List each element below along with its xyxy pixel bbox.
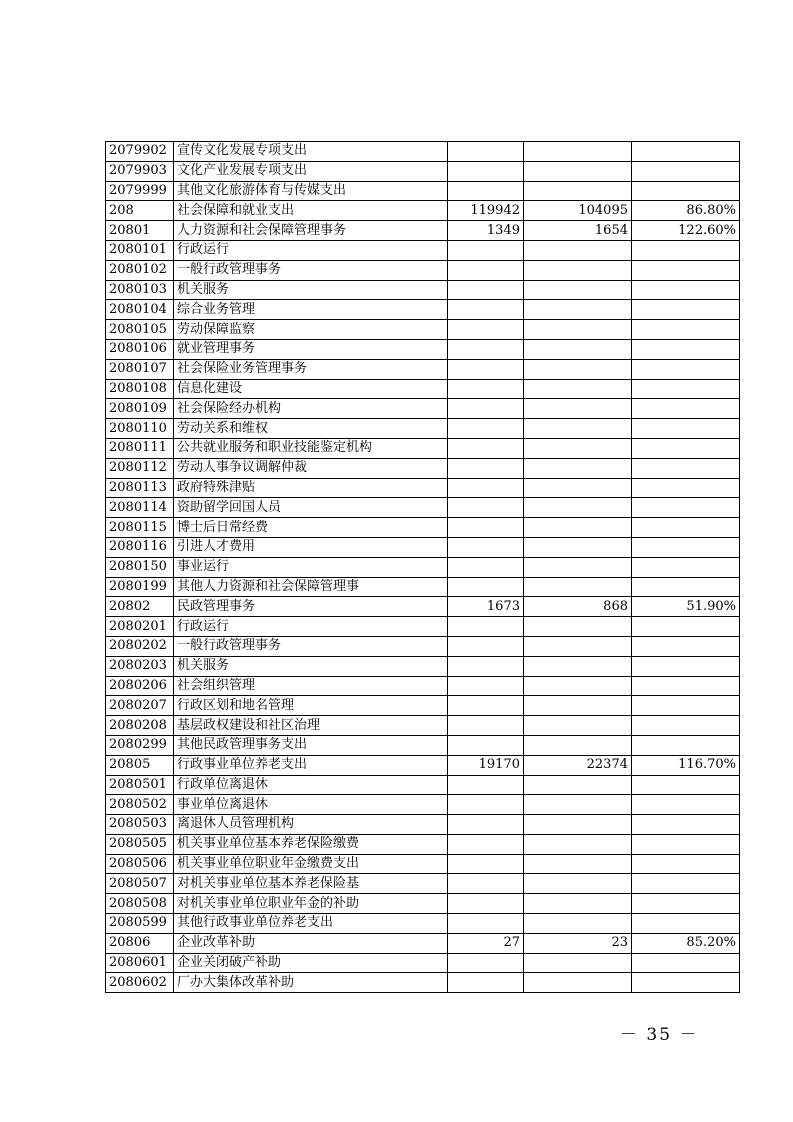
percent-column-cell bbox=[632, 260, 740, 280]
budget-code-cell: 2080114 bbox=[106, 498, 174, 518]
budget-code-cell: 2080112 bbox=[106, 458, 174, 478]
table-row bbox=[106, 953, 740, 973]
percent-column-cell bbox=[632, 953, 740, 973]
table-row bbox=[106, 636, 740, 656]
value-column-1-cell: 19170 bbox=[448, 755, 524, 775]
table-row bbox=[106, 537, 740, 557]
value-column-2-cell bbox=[524, 399, 632, 419]
percent-column-cell bbox=[632, 716, 740, 736]
budget-code-cell: 2080113 bbox=[106, 478, 174, 498]
value-column-2-cell: 104095 bbox=[524, 201, 632, 221]
budget-table bbox=[105, 141, 740, 993]
percent-column-cell bbox=[632, 498, 740, 518]
value-column-2-cell bbox=[524, 973, 632, 993]
budget-code-cell: 2079999 bbox=[106, 181, 174, 201]
percent-column-cell bbox=[632, 973, 740, 993]
value-column-1-cell bbox=[448, 656, 524, 676]
budget-code-cell: 2080150 bbox=[106, 557, 174, 577]
item-name-cell: 机关服务 bbox=[174, 280, 448, 300]
table-row bbox=[106, 914, 740, 934]
value-column-2-cell bbox=[524, 379, 632, 399]
value-column-2-cell bbox=[524, 854, 632, 874]
value-column-2-cell bbox=[524, 775, 632, 795]
value-column-1-cell bbox=[448, 914, 524, 934]
value-column-2-cell bbox=[524, 260, 632, 280]
budget-code-cell: 2080502 bbox=[106, 795, 174, 815]
value-column-2-cell bbox=[524, 636, 632, 656]
value-column-2-cell bbox=[524, 557, 632, 577]
item-name-cell: 行政事业单位养老支出 bbox=[174, 755, 448, 775]
budget-code-cell: 20806 bbox=[106, 933, 174, 953]
value-column-1-cell bbox=[448, 696, 524, 716]
value-column-1-cell bbox=[448, 320, 524, 340]
item-name-cell: 机关事业单位基本养老保险缴费 bbox=[174, 834, 448, 854]
budget-code-cell: 2080103 bbox=[106, 280, 174, 300]
item-name-cell: 对机关事业单位基本养老保险基 bbox=[174, 874, 448, 894]
budget-code-cell: 2080201 bbox=[106, 617, 174, 637]
item-name-cell: 一般行政管理事务 bbox=[174, 260, 448, 280]
percent-column-cell bbox=[632, 834, 740, 854]
value-column-2-cell bbox=[524, 181, 632, 201]
value-column-1-cell bbox=[448, 795, 524, 815]
item-name-cell: 劳动关系和维权 bbox=[174, 419, 448, 439]
item-name-cell: 文化产业发展专项支出 bbox=[174, 161, 448, 181]
table-row bbox=[106, 815, 740, 835]
table-row bbox=[106, 775, 740, 795]
budget-code-cell: 2080505 bbox=[106, 834, 174, 854]
budget-code-cell: 2080506 bbox=[106, 854, 174, 874]
table-row bbox=[106, 419, 740, 439]
budget-code-cell: 2079903 bbox=[106, 161, 174, 181]
item-name-cell: 一般行政管理事务 bbox=[174, 636, 448, 656]
item-name-cell: 政府特殊津贴 bbox=[174, 478, 448, 498]
item-name-cell: 离退休人员管理机构 bbox=[174, 815, 448, 835]
percent-column-cell bbox=[632, 656, 740, 676]
percent-column-cell bbox=[632, 419, 740, 439]
item-name-cell: 社会保险经办机构 bbox=[174, 399, 448, 419]
table-row bbox=[106, 557, 740, 577]
value-column-1-cell bbox=[448, 359, 524, 379]
value-column-2-cell bbox=[524, 735, 632, 755]
budget-table-body bbox=[106, 142, 740, 993]
budget-code-cell: 2080102 bbox=[106, 260, 174, 280]
table-row bbox=[106, 735, 740, 755]
item-name-cell: 企业改革补助 bbox=[174, 933, 448, 953]
percent-column-cell bbox=[632, 676, 740, 696]
value-column-1-cell bbox=[448, 953, 524, 973]
budget-code-cell: 208 bbox=[106, 201, 174, 221]
value-column-2-cell bbox=[524, 716, 632, 736]
value-column-2-cell bbox=[524, 518, 632, 538]
value-column-2-cell bbox=[524, 914, 632, 934]
value-column-2-cell bbox=[524, 339, 632, 359]
percent-column-cell bbox=[632, 914, 740, 934]
item-name-cell: 公共就业服务和职业技能鉴定机构 bbox=[174, 438, 448, 458]
budget-code-cell: 2080202 bbox=[106, 636, 174, 656]
budget-code-cell: 2080106 bbox=[106, 339, 174, 359]
table-row bbox=[106, 874, 740, 894]
percent-column-cell bbox=[632, 815, 740, 835]
value-column-2-cell: 22374 bbox=[524, 755, 632, 775]
item-name-cell: 行政单位离退休 bbox=[174, 775, 448, 795]
table-row bbox=[106, 320, 740, 340]
table-row bbox=[106, 379, 740, 399]
value-column-2-cell bbox=[524, 696, 632, 716]
percent-column-cell bbox=[632, 518, 740, 538]
budget-code-cell: 2080110 bbox=[106, 419, 174, 439]
table-row bbox=[106, 339, 740, 359]
percent-column-cell bbox=[632, 240, 740, 260]
value-column-2-cell: 1654 bbox=[524, 221, 632, 241]
item-name-cell: 行政运行 bbox=[174, 617, 448, 637]
percent-column-cell bbox=[632, 339, 740, 359]
budget-code-cell: 2080207 bbox=[106, 696, 174, 716]
table-row bbox=[106, 933, 740, 953]
budget-code-cell: 2080501 bbox=[106, 775, 174, 795]
value-column-1-cell bbox=[448, 557, 524, 577]
table-row bbox=[106, 181, 740, 201]
budget-code-cell: 2080206 bbox=[106, 676, 174, 696]
table-row bbox=[106, 300, 740, 320]
budget-code-cell: 20802 bbox=[106, 597, 174, 617]
table-row bbox=[106, 597, 740, 617]
budget-code-cell: 2080503 bbox=[106, 815, 174, 835]
item-name-cell: 社会保障和就业支出 bbox=[174, 201, 448, 221]
budget-code-cell: 20801 bbox=[106, 221, 174, 241]
percent-column-cell bbox=[632, 181, 740, 201]
value-column-1-cell bbox=[448, 716, 524, 736]
item-name-cell: 其他人力资源和社会保障管理事 bbox=[174, 577, 448, 597]
table-row bbox=[106, 240, 740, 260]
item-name-cell: 其他民政管理事务支出 bbox=[174, 735, 448, 755]
value-column-2-cell bbox=[524, 359, 632, 379]
percent-column-cell bbox=[632, 399, 740, 419]
budget-code-cell: 20805 bbox=[106, 755, 174, 775]
item-name-cell: 机关服务 bbox=[174, 656, 448, 676]
value-column-1-cell: 1673 bbox=[448, 597, 524, 617]
budget-code-cell: 2080602 bbox=[106, 973, 174, 993]
table-row bbox=[106, 498, 740, 518]
value-column-1-cell bbox=[448, 874, 524, 894]
value-column-1-cell bbox=[448, 617, 524, 637]
value-column-1-cell bbox=[448, 973, 524, 993]
value-column-1-cell: 27 bbox=[448, 933, 524, 953]
table-row bbox=[106, 795, 740, 815]
table-row bbox=[106, 478, 740, 498]
value-column-2-cell bbox=[524, 676, 632, 696]
value-column-1-cell bbox=[448, 518, 524, 538]
value-column-1-cell bbox=[448, 399, 524, 419]
percent-column-cell bbox=[632, 280, 740, 300]
value-column-2-cell bbox=[524, 478, 632, 498]
value-column-1-cell bbox=[448, 537, 524, 557]
item-name-cell: 事业单位离退休 bbox=[174, 795, 448, 815]
value-column-1-cell bbox=[448, 300, 524, 320]
value-column-2-cell bbox=[524, 320, 632, 340]
value-column-1-cell bbox=[448, 636, 524, 656]
percent-column-cell bbox=[632, 795, 740, 815]
percent-column-cell bbox=[632, 577, 740, 597]
value-column-1-cell bbox=[448, 240, 524, 260]
value-column-2-cell bbox=[524, 874, 632, 894]
budget-code-cell: 2080601 bbox=[106, 953, 174, 973]
value-column-1-cell: 1349 bbox=[448, 221, 524, 241]
item-name-cell: 就业管理事务 bbox=[174, 339, 448, 359]
value-column-1-cell bbox=[448, 419, 524, 439]
value-column-1-cell bbox=[448, 181, 524, 201]
table-row bbox=[106, 161, 740, 181]
value-column-1-cell bbox=[448, 260, 524, 280]
table-row bbox=[106, 973, 740, 993]
budget-code-cell: 2080115 bbox=[106, 518, 174, 538]
percent-column-cell bbox=[632, 874, 740, 894]
value-column-1-cell bbox=[448, 379, 524, 399]
budget-code-cell: 2080508 bbox=[106, 894, 174, 914]
item-name-cell: 劳动人事争议调解仲裁 bbox=[174, 458, 448, 478]
value-column-1-cell bbox=[448, 339, 524, 359]
budget-code-cell: 2080299 bbox=[106, 735, 174, 755]
value-column-1-cell bbox=[448, 735, 524, 755]
percent-column-cell: 85.20% bbox=[632, 933, 740, 953]
value-column-2-cell: 868 bbox=[524, 597, 632, 617]
table-row bbox=[106, 221, 740, 241]
budget-code-cell: 2080107 bbox=[106, 359, 174, 379]
value-column-2-cell bbox=[524, 834, 632, 854]
item-name-cell: 博士后日常经费 bbox=[174, 518, 448, 538]
value-column-2-cell bbox=[524, 656, 632, 676]
percent-column-cell bbox=[632, 320, 740, 340]
item-name-cell: 劳动保障监察 bbox=[174, 320, 448, 340]
percent-column-cell bbox=[632, 775, 740, 795]
budget-code-cell: 2080199 bbox=[106, 577, 174, 597]
percent-column-cell: 116.70% bbox=[632, 755, 740, 775]
percent-column-cell bbox=[632, 458, 740, 478]
percent-column-cell: 86.80% bbox=[632, 201, 740, 221]
percent-column-cell bbox=[632, 894, 740, 914]
item-name-cell: 基层政权建设和社区治理 bbox=[174, 716, 448, 736]
item-name-cell: 机关事业单位职业年金缴费支出 bbox=[174, 854, 448, 874]
budget-code-cell: 2080108 bbox=[106, 379, 174, 399]
percent-column-cell bbox=[632, 300, 740, 320]
percent-column-cell bbox=[632, 478, 740, 498]
table-row bbox=[106, 834, 740, 854]
value-column-1-cell bbox=[448, 815, 524, 835]
budget-code-cell: 2080507 bbox=[106, 874, 174, 894]
value-column-2-cell bbox=[524, 240, 632, 260]
table-row bbox=[106, 438, 740, 458]
item-name-cell: 社会组织管理 bbox=[174, 676, 448, 696]
item-name-cell: 综合业务管理 bbox=[174, 300, 448, 320]
value-column-2-cell bbox=[524, 161, 632, 181]
item-name-cell: 宣传文化发展专项支出 bbox=[174, 142, 448, 162]
percent-column-cell bbox=[632, 438, 740, 458]
percent-column-cell bbox=[632, 854, 740, 874]
item-name-cell: 引进人才费用 bbox=[174, 537, 448, 557]
value-column-2-cell bbox=[524, 577, 632, 597]
item-name-cell: 企业关闭破产补助 bbox=[174, 953, 448, 973]
table-row bbox=[106, 696, 740, 716]
table-row bbox=[106, 755, 740, 775]
table-row bbox=[106, 577, 740, 597]
item-name-cell: 事业运行 bbox=[174, 557, 448, 577]
table-row bbox=[106, 201, 740, 221]
percent-column-cell bbox=[632, 359, 740, 379]
value-column-1-cell bbox=[448, 894, 524, 914]
table-row bbox=[106, 716, 740, 736]
item-name-cell: 行政区划和地名管理 bbox=[174, 696, 448, 716]
table-row bbox=[106, 894, 740, 914]
item-name-cell: 行政运行 bbox=[174, 240, 448, 260]
value-column-1-cell bbox=[448, 280, 524, 300]
budget-code-cell: 2080599 bbox=[106, 914, 174, 934]
value-column-2-cell: 23 bbox=[524, 933, 632, 953]
budget-code-cell: 2080116 bbox=[106, 537, 174, 557]
item-name-cell: 信息化建设 bbox=[174, 379, 448, 399]
value-column-2-cell bbox=[524, 300, 632, 320]
value-column-1-cell bbox=[448, 854, 524, 874]
percent-column-cell bbox=[632, 379, 740, 399]
budget-code-cell: 2080104 bbox=[106, 300, 174, 320]
value-column-1-cell bbox=[448, 834, 524, 854]
value-column-1-cell bbox=[448, 161, 524, 181]
table-row bbox=[106, 359, 740, 379]
percent-column-cell: 122.60% bbox=[632, 221, 740, 241]
value-column-2-cell bbox=[524, 953, 632, 973]
budget-code-cell: 2079902 bbox=[106, 142, 174, 162]
item-name-cell: 人力资源和社会保障管理事务 bbox=[174, 221, 448, 241]
budget-code-cell: 2080203 bbox=[106, 656, 174, 676]
table-row bbox=[106, 656, 740, 676]
value-column-2-cell bbox=[524, 617, 632, 637]
item-name-cell: 其他文化旅游体育与传媒支出 bbox=[174, 181, 448, 201]
table-row bbox=[106, 676, 740, 696]
table-row bbox=[106, 280, 740, 300]
table-row bbox=[106, 142, 740, 162]
value-column-2-cell bbox=[524, 795, 632, 815]
table-row bbox=[106, 260, 740, 280]
item-name-cell: 其他行政事业单位养老支出 bbox=[174, 914, 448, 934]
item-name-cell: 民政管理事务 bbox=[174, 597, 448, 617]
value-column-2-cell bbox=[524, 142, 632, 162]
value-column-1-cell bbox=[448, 775, 524, 795]
value-column-1-cell bbox=[448, 438, 524, 458]
value-column-1-cell bbox=[448, 577, 524, 597]
table-row bbox=[106, 854, 740, 874]
percent-column-cell bbox=[632, 557, 740, 577]
table-row bbox=[106, 617, 740, 637]
value-column-2-cell bbox=[524, 438, 632, 458]
item-name-cell: 对机关事业单位职业年金的补助 bbox=[174, 894, 448, 914]
percent-column-cell bbox=[632, 636, 740, 656]
value-column-1-cell: 119942 bbox=[448, 201, 524, 221]
budget-code-cell: 2080208 bbox=[106, 716, 174, 736]
value-column-1-cell bbox=[448, 458, 524, 478]
item-name-cell: 厂办大集体改革补助 bbox=[174, 973, 448, 993]
budget-code-cell: 2080111 bbox=[106, 438, 174, 458]
value-column-2-cell bbox=[524, 458, 632, 478]
budget-code-cell: 2080105 bbox=[106, 320, 174, 340]
table-row bbox=[106, 458, 740, 478]
percent-column-cell bbox=[632, 142, 740, 162]
value-column-2-cell bbox=[524, 419, 632, 439]
page-number: － 35 － bbox=[620, 1025, 699, 1045]
value-column-1-cell bbox=[448, 498, 524, 518]
item-name-cell: 社会保险业务管理事务 bbox=[174, 359, 448, 379]
budget-code-cell: 2080101 bbox=[106, 240, 174, 260]
item-name-cell: 资助留学回国人员 bbox=[174, 498, 448, 518]
value-column-2-cell bbox=[524, 815, 632, 835]
table-row bbox=[106, 399, 740, 419]
percent-column-cell bbox=[632, 735, 740, 755]
percent-column-cell bbox=[632, 617, 740, 637]
percent-column-cell bbox=[632, 696, 740, 716]
value-column-2-cell bbox=[524, 498, 632, 518]
budget-code-cell: 2080109 bbox=[106, 399, 174, 419]
value-column-1-cell bbox=[448, 478, 524, 498]
percent-column-cell bbox=[632, 537, 740, 557]
percent-column-cell: 51.90% bbox=[632, 597, 740, 617]
value-column-2-cell bbox=[524, 537, 632, 557]
table-row bbox=[106, 518, 740, 538]
value-column-2-cell bbox=[524, 280, 632, 300]
percent-column-cell bbox=[632, 161, 740, 181]
value-column-1-cell bbox=[448, 676, 524, 696]
value-column-2-cell bbox=[524, 894, 632, 914]
value-column-1-cell bbox=[448, 142, 524, 162]
